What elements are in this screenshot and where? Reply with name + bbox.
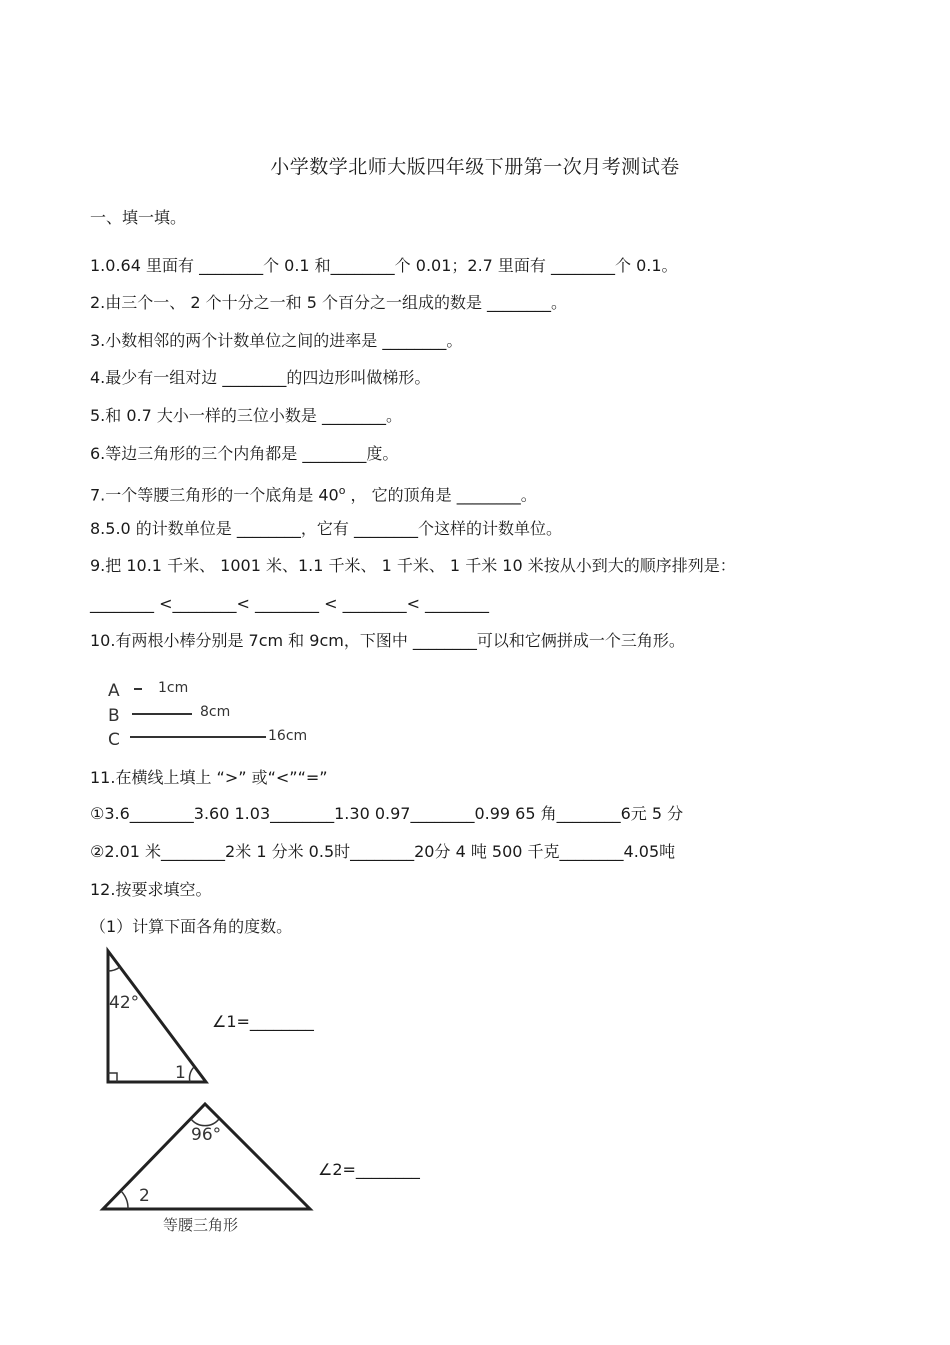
stick-b-length: 8cm — [200, 704, 231, 720]
triangle-caption: 等腰三角形 — [163, 1216, 239, 1234]
angle-2-mark: 2 — [139, 1186, 150, 1206]
stick-c-letter: C — [108, 730, 120, 750]
stick-a-letter: A — [108, 681, 120, 701]
question-5: 5.和 0.7 大小一样的三位小数是 ________。 — [90, 406, 402, 425]
angle-42-label: 42° — [109, 993, 140, 1013]
stick-a-length: 1cm — [158, 680, 189, 696]
angle-1-answer: ∠1=________ — [212, 1012, 314, 1031]
section-heading: 一、填一填。 — [90, 208, 187, 227]
question-6: 6.等边三角形的三个内角都是 ________度。 — [90, 444, 399, 463]
question-7-text-end: ， 它的顶角是 ________。 — [345, 485, 537, 505]
question-12-part-1: （1）计算下面各角的度数。 — [90, 917, 293, 936]
isosceles-triangle — [103, 1104, 310, 1209]
angle-arc-2 — [121, 1191, 128, 1209]
angle-96-label: 96° — [191, 1125, 222, 1145]
question-1: 1.0.64 里面有 ________个 0.1 和________个 0.01；2.7 里面有 ________个 0.1。 — [90, 256, 678, 275]
stick-b-letter: B — [108, 706, 120, 726]
question-9: 9.把 10.1 千米、 1001 米、1.1 千米、 1 千米、 1 千米 10 米按从小到大的顺序排列是： — [90, 556, 736, 575]
angle-2-answer: ∠2=________ — [318, 1160, 420, 1179]
question-10: 10.有两根小棒分别是 7cm 和 9cm，下图中 ________可以和它俩拼成一个三角形。 — [90, 631, 685, 650]
angle-1-mark: 1 — [175, 1063, 186, 1083]
question-12: 12.按要求填空。 — [90, 880, 212, 899]
question-4: 4.最少有一组对边 ________的四边形叫做梯形。 — [90, 368, 431, 387]
angle-arc-1 — [190, 1067, 194, 1082]
question-7-text: 7.一个等腰三角形的一个底角是 40 — [90, 485, 339, 505]
question-2: 2.由三个一、 2 个十分之一和 5 个百分之一组成的数是 ________。 — [90, 293, 568, 312]
question-11-row-1: ①3.6________3.60 1.03________1.30 0.97________0.99 65 角________6元 5 分 — [90, 804, 684, 823]
angle-arc-top — [108, 967, 120, 971]
stick-c-length: 16cm — [268, 728, 308, 744]
question-11-row-2: ②2.01 米________2米 1 分米 0.5时________20分 4 吨 500 千克________4.05吨 — [90, 842, 676, 861]
question-8: 8.5.0 的计数单位是 ________，它有 ________个这样的计数单位。 — [90, 519, 562, 538]
right-triangle — [108, 951, 206, 1082]
question-9-blanks: ________ <________< ________ < ________< ________ — [90, 594, 490, 613]
question-7 — [90, 480, 537, 506]
sticks-figure — [100, 672, 330, 752]
right-triangle-figure — [100, 945, 220, 1090]
isosceles-triangle-figure — [95, 1098, 325, 1238]
page-title: 小学数学北师大版四年级下册第一次月考测试卷 — [270, 156, 680, 178]
question-3: 3.小数相邻的两个计数单位之间的进率是 ________。 — [90, 331, 463, 350]
degree-mark: o — [338, 484, 346, 497]
question-11: 11.在横线上填上 “>” 或“<”“=” — [90, 768, 328, 787]
